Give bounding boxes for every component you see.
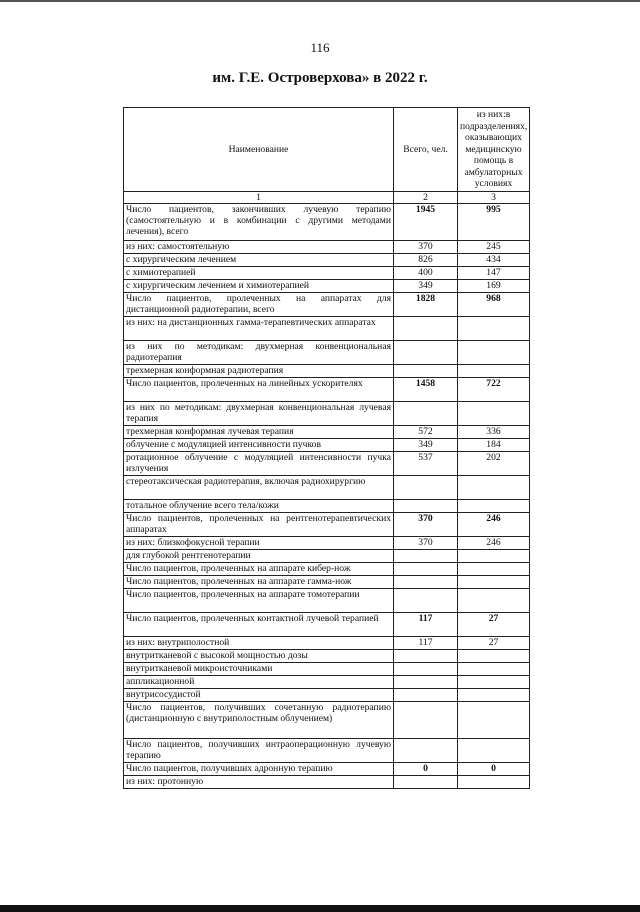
scan-bottom-edge [0,905,640,912]
row-total [394,689,458,702]
row-total [394,317,458,341]
row-total: 400 [394,267,458,280]
scan-top-edge [0,0,640,2]
table-row [124,550,530,563]
table-row [124,254,530,267]
row-total: 349 [394,280,458,293]
row-outpatient: 27 [458,637,530,650]
row-total [394,663,458,676]
table-row [124,613,530,637]
row-outpatient: 336 [458,426,530,439]
row-outpatient: 722 [458,378,530,402]
table-header-row [124,108,530,192]
table-row [124,563,530,576]
row-name: из них: самостоятельную [124,241,394,254]
row-name: из них: близкофокусной терапии [124,537,394,550]
row-outpatient [458,365,530,378]
row-name: ротационное облучение с модуляцией интенсивности пучка излучения [124,452,394,476]
row-total [394,589,458,613]
row-name: с хирургическим лечением [124,254,394,267]
row-name: внутрисосудистой [124,689,394,702]
table-row [124,280,530,293]
row-name: Число пациентов, получивших адронную терапию [124,763,394,776]
table-row [124,676,530,689]
page-title: им. Г.Е. Островерхова» в 2022 г. [212,70,428,86]
row-name: с химиотерапией [124,267,394,280]
row-outpatient: 246 [458,537,530,550]
row-name: внутритканевой микроисточниками [124,663,394,676]
row-total [394,476,458,500]
row-total [394,676,458,689]
row-outpatient: 246 [458,513,530,537]
row-total: 370 [394,537,458,550]
row-outpatient [458,402,530,426]
row-total: 117 [394,613,458,637]
row-outpatient [458,550,530,563]
table-row [124,267,530,280]
row-outpatient [458,702,530,739]
row-outpatient: 169 [458,280,530,293]
row-outpatient [458,476,530,500]
header-total: Всего, чел. [394,108,458,192]
table-row [124,537,530,550]
table-row [124,702,530,739]
table-row [124,689,530,702]
row-total [394,702,458,739]
table-row [124,365,530,378]
table-row [124,739,530,763]
table-row [124,513,530,537]
row-outpatient: 968 [458,293,530,317]
row-name: Число пациентов, пролеченных контактной лучевой терапией [124,613,394,637]
column-number: 2 [394,192,458,204]
table-row [124,663,530,676]
row-outpatient [458,589,530,613]
table-row [124,452,530,476]
row-outpatient: 184 [458,439,530,452]
table-row [124,439,530,452]
table-row [124,341,530,365]
row-total: 370 [394,513,458,537]
column-number: 1 [124,192,394,204]
row-outpatient [458,739,530,763]
row-name: из них по методикам: двухмерная конвенциональная лучевая терапия [124,402,394,426]
row-name: Число пациентов, пролеченных на аппаратах для дистанционной радиотерапии, всего [124,293,394,317]
row-name: Число пациентов, пролеченных на линейных ускорителях [124,378,394,402]
header-outpatient: из них:в подразделениях, оказывающих медицинскую помощь в амбулаторных условиях [458,108,530,192]
column-number: 3 [458,192,530,204]
row-total: 117 [394,637,458,650]
row-total [394,402,458,426]
row-name: из них по методикам: двухмерная конвенциональная радиотерапия [124,341,394,365]
row-total [394,563,458,576]
row-name: Число пациентов, пролеченных на рентгенотерапевтических аппаратах [124,513,394,537]
row-outpatient: 434 [458,254,530,267]
row-name: тотальное облучение всего тела/кожи [124,500,394,513]
table-row [124,426,530,439]
row-outpatient: 27 [458,613,530,637]
row-outpatient [458,650,530,663]
table-row [124,241,530,254]
row-outpatient [458,563,530,576]
row-outpatient: 245 [458,241,530,254]
row-total [394,576,458,589]
row-total [394,341,458,365]
row-total: 1458 [394,378,458,402]
table-row [124,589,530,613]
row-total: 826 [394,254,458,267]
row-name: Число пациентов, получивших сочетанную радиотерапию (дистанционную с внутриполостным облучением) [124,702,394,739]
table-row [124,650,530,663]
row-outpatient: 0 [458,763,530,776]
row-name: Число пациентов, пролеченных на аппарате кибер-нож [124,563,394,576]
row-total: 1945 [394,204,458,241]
row-total [394,550,458,563]
header-name: Наименование [124,108,394,192]
table-row [124,204,530,241]
row-total: 572 [394,426,458,439]
row-name: Число пациентов, закончивших лучевую терапию (самостоятельную и в комбинации с другими методами лечения), всего [124,204,394,241]
row-name: облучение с модуляцией интенсивности пучков [124,439,394,452]
row-outpatient [458,576,530,589]
row-total: 349 [394,439,458,452]
column-number-row [124,192,530,204]
row-name: трехмерная конформная радиотерапия [124,365,394,378]
row-name: аппликационной [124,676,394,689]
table-row [124,402,530,426]
row-name: для глубокой рентгенотерапии [124,550,394,563]
row-outpatient [458,341,530,365]
row-outpatient: 995 [458,204,530,241]
row-total [394,739,458,763]
table-row [124,317,530,341]
row-name: из них: протонную [124,776,394,789]
row-name: с хирургическим лечением и химиотерапией [124,280,394,293]
table-row [124,378,530,402]
row-name: стереотаксическая радиотерапия, включая радиохирургию [124,476,394,500]
row-total: 0 [394,763,458,776]
row-outpatient: 147 [458,267,530,280]
row-outpatient [458,776,530,789]
table-row [124,476,530,500]
row-outpatient [458,317,530,341]
row-total [394,650,458,663]
table-row [124,576,530,589]
row-name: из них: внутриполостной [124,637,394,650]
row-total [394,365,458,378]
row-total [394,776,458,789]
row-name: из них: на дистанционных гамма-терапевтических аппаратах [124,317,394,341]
row-outpatient [458,500,530,513]
row-total: 1828 [394,293,458,317]
page-number: 116 [310,40,330,55]
radiotherapy-table [123,107,530,789]
row-total: 370 [394,241,458,254]
row-name: внутритканевой с высокой мощностью дозы [124,650,394,663]
row-name: Число пациентов, пролеченных на аппарате томотерапии [124,589,394,613]
row-total: 537 [394,452,458,476]
table-row [124,776,530,789]
row-outpatient: 202 [458,452,530,476]
table-row [124,293,530,317]
row-name: Число пациентов, получивших интраоперационную лучевую терапию [124,739,394,763]
row-name: трехмерная конформная лучевая терапия [124,426,394,439]
table-row [124,763,530,776]
row-name: Число пациентов, пролеченных на аппарате гамма-нож [124,576,394,589]
row-outpatient [458,663,530,676]
row-outpatient [458,676,530,689]
row-outpatient [458,689,530,702]
table-row [124,500,530,513]
table-row [124,637,530,650]
row-total [394,500,458,513]
